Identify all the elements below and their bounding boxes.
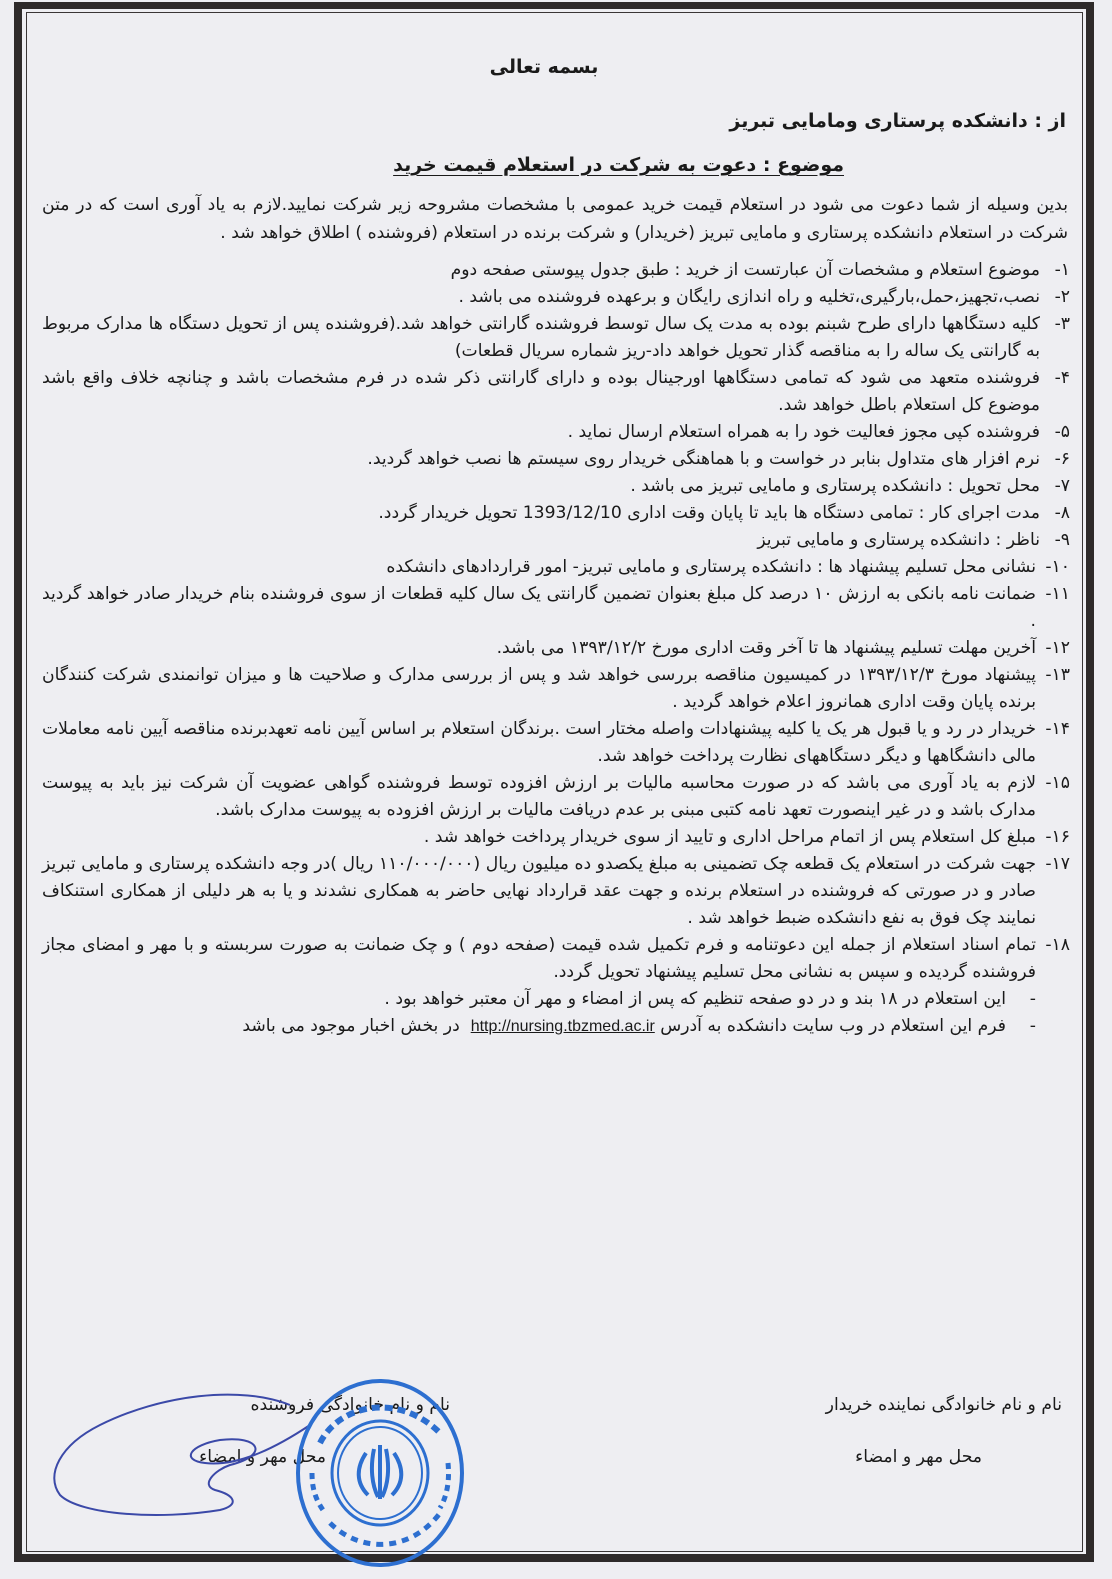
term-item bbox=[34, 662, 1074, 716]
term-text: پیشنهاد مورخ ۱۳۹۳/۱۲/۳ در کمیسیون مناقصه بررسی خواهد شد و پس از بررسی مدارک و صلاحیت ها و میزان توانمندی شرکت کنندگان برنده پایان وقت اداری همانروز اعلام خواهد گردید . bbox=[42, 665, 1036, 712]
term-text: جهت شرکت در استعلام یک قطعه چک تضمینی به مبلغ یکصدو ده میلیون ریال (۱۱۰/۰۰۰/۰۰۰ ریال )در وجه دانشکده پرستاری و مامایی تبریز صادر و در صورتی که فروشنده در استعلام برنده و جهت عقد قرارداد نهایی حاضر به همکاری نشدند و یا به هر دلیلی از همکاری استنکاف نمایند چک فوق به نفع دانشکده ضبط خواهد شد . bbox=[42, 854, 1036, 928]
term-number: ۲- bbox=[1054, 287, 1070, 307]
signature-stroke bbox=[54, 1395, 310, 1515]
term-item bbox=[34, 932, 1074, 986]
term-item bbox=[34, 851, 1074, 932]
term-text: تمام اسناد استعلام از جمله این دعوتنامه و فرم تکمیل شده قیمت (صفحه دوم ) و چک ضمانت به صورت سربسته و با مهر و امضای مجاز فروشنده گردیده و سپس به نشانی محل تسلیم پیشنهاد تحویل گردد. bbox=[42, 935, 1036, 982]
term-text: محل تحویل : دانشکده پرستاری و مامایی تبریز می باشد . bbox=[630, 476, 1040, 496]
term-number: ۱۸- bbox=[1045, 935, 1070, 955]
basmala-heading: بسمه تعالی bbox=[489, 56, 599, 78]
term-text: فروشنده کپی مجوز فعالیت خود را به همراه استعلام ارسال نماید . bbox=[567, 422, 1040, 442]
term-number: ۱- bbox=[1054, 260, 1070, 280]
notes-list bbox=[34, 986, 1074, 1040]
term-text: فروشنده متعهد می شود که تمامی دستگاهها اورجینال بوده و دارای گارانتی ذکر شده در فرم مشخصات باشد و چنانچه خلاف واقع باشد موضوع کل استعلام باطل خواهد شد. bbox=[42, 368, 1040, 415]
term-number: ۱۶- bbox=[1045, 827, 1070, 847]
term-item bbox=[34, 284, 1074, 311]
term-item bbox=[34, 527, 1074, 554]
term-text: مبلغ کل استعلام پس از اتمام مراحل اداری و تایید از سوی خریدار پرداخت خواهد شد . bbox=[423, 827, 1036, 847]
term-item bbox=[34, 365, 1074, 419]
term-text: خریدار در رد و یا قبول هر یک یا کلیه پیشنهادات واصله مختار است .برندگان استعلام بر اساس آیین نامه تعهدبرنده مناقصه آیین نامه معاملات مالی دانشگاهها و دیگر دستگاههای نظارت پرداخت خواهد شد. bbox=[42, 719, 1036, 766]
term-item bbox=[34, 419, 1074, 446]
term-text: نشانی محل تسلیم پیشنهاد ها : دانشکده پرستاری و مامایی تبریز- امور قراردادهای دانشکده bbox=[386, 557, 1036, 577]
term-text: نرم افزار های متداول بنابر در خواست و با هماهنگی خریدار روی سیستم ها نصب خواهد گردید. bbox=[367, 449, 1040, 469]
intro-paragraph: بدین وسیله از شما دعوت می شود در استعلام قیمت خرید عمومی با مشخصات مشروحه زیر شرکت نمایید.لازم به یاد آوری است که در متن شرکت در استعلام دانشکده پرستاری و مامایی تبریز (خریدار) و شرکت برنده در استعلام (فروشنده ) اطلاق خواهد شد . bbox=[42, 195, 1068, 243]
term-item bbox=[34, 716, 1074, 770]
term-number: ۳- bbox=[1054, 314, 1070, 334]
term-item bbox=[34, 770, 1074, 824]
term-number: ۴- bbox=[1054, 368, 1070, 388]
term-number: ۱۴- bbox=[1045, 719, 1070, 739]
term-number: ۸- bbox=[1054, 503, 1070, 523]
term-item bbox=[34, 473, 1074, 500]
term-item bbox=[34, 500, 1074, 527]
note-item bbox=[42, 986, 1036, 1013]
term-item bbox=[34, 581, 1074, 635]
term-item bbox=[34, 446, 1074, 473]
term-number: ۷- bbox=[1054, 476, 1070, 496]
official-stamp bbox=[290, 1373, 470, 1573]
term-item bbox=[34, 257, 1074, 284]
term-number: ۱۷- bbox=[1045, 854, 1070, 874]
term-item bbox=[34, 824, 1074, 851]
term-text: ناظر : دانشکده پرستاری و مامایی تبریز bbox=[757, 530, 1040, 550]
term-text: آخرین مهلت تسلیم پیشنهاد ها تا آخر وقت اداری مورخ ۱۳۹۳/۱۲/۲ می باشد. bbox=[496, 638, 1036, 658]
term-number: ۶- bbox=[1054, 449, 1070, 469]
letter-body bbox=[34, 56, 1074, 1040]
note-text-after: در بخش اخبار موجود می باشد bbox=[242, 1016, 460, 1036]
note-dash: - bbox=[1029, 1016, 1036, 1036]
term-text: کلیه دستگاهها دارای طرح شبنم بوده به مدت یک سال توسط فروشنده گارانتی خواهد شد.(فروشنده پس از تحویل دستگاه ها مدارک مربوط به گارانتی یک ساله را به مناقصه گذار تحویل خواهد داد-ریز شماره سریال قطعات) bbox=[42, 314, 1040, 361]
sender-line: از : دانشکده پرستاری ومامایی تبریز bbox=[729, 110, 1066, 132]
term-text: نصب،تجهیز،حمل،بارگیری،تخلیه و راه اندازی رایگان و برعهده فروشنده می باشد . bbox=[458, 287, 1040, 307]
term-number: ۱۰- bbox=[1045, 557, 1070, 577]
seller-seal-label: محل مهر و امضاء bbox=[199, 1447, 326, 1467]
term-text: مدت اجرای کار : تمامی دستگاه ها باید تا پایان وقت اداری 1393/12/10 تحویل خریدار گردد. bbox=[378, 503, 1040, 523]
term-text: ضمانت نامه بانکی به ارزش ۱۰ درصد کل مبلغ بعنوان تضمین گارانتی یک سال کلیه قطعات از سوی فروشنده بنام خریدار صادر خواهد گردید . bbox=[42, 584, 1036, 631]
term-number: ۵- bbox=[1054, 422, 1070, 442]
term-text: موضوع استعلام و مشخصات آن عبارتست از خرید : طبق جدول پیوستی صفحه دوم bbox=[450, 260, 1040, 280]
buyer-seal-label: محل مهر و امضاء bbox=[855, 1447, 982, 1467]
handwritten-signature bbox=[40, 1385, 320, 1525]
terms-list bbox=[34, 257, 1074, 986]
buyer-name-label: نام و نام خانوادگی نماینده خریدار bbox=[825, 1395, 1062, 1415]
term-number: ۱۱- bbox=[1045, 584, 1070, 604]
term-text: لازم به یاد آوری می باشد که در صورت محاسبه مالیات بر ارزش افزوده توسط فروشنده گواهی عضویت آن شرکت نیز باید به پیوست مدارک باشد و در غیر اینصورت تعهد نامه کتبی مبنی بر عدم دریافت مالیات بر ارزش افزوده به پیوست مدارک باشد. bbox=[42, 773, 1036, 820]
website-link[interactable]: http://nursing.tbzmed.ac.ir bbox=[470, 1018, 655, 1035]
note-text bbox=[42, 1013, 1006, 1040]
note-dash: - bbox=[1029, 989, 1036, 1009]
seller-name-label: نام و نام خانوادگی فروشنده bbox=[250, 1395, 450, 1415]
term-item bbox=[34, 311, 1074, 365]
note-text: این استعلام در ۱۸ بند و در دو صفحه تنظیم که پس از امضاء و مهر آن معتبر خواهد بود . bbox=[384, 989, 1006, 1009]
note-item bbox=[42, 1013, 1036, 1040]
term-number: ۱۳- bbox=[1045, 665, 1070, 685]
term-number: ۱۲- bbox=[1045, 638, 1070, 658]
term-number: ۱۵- bbox=[1045, 773, 1070, 793]
subject-line: موضوع : دعوت به شرکت در استعلام قیمت خرید bbox=[393, 154, 844, 176]
term-item bbox=[34, 554, 1074, 581]
note-text-before: فرم این استعلام در وب سایت دانشکده به آدرس bbox=[660, 1016, 1006, 1036]
term-item bbox=[34, 635, 1074, 662]
term-number: ۹- bbox=[1054, 530, 1070, 550]
